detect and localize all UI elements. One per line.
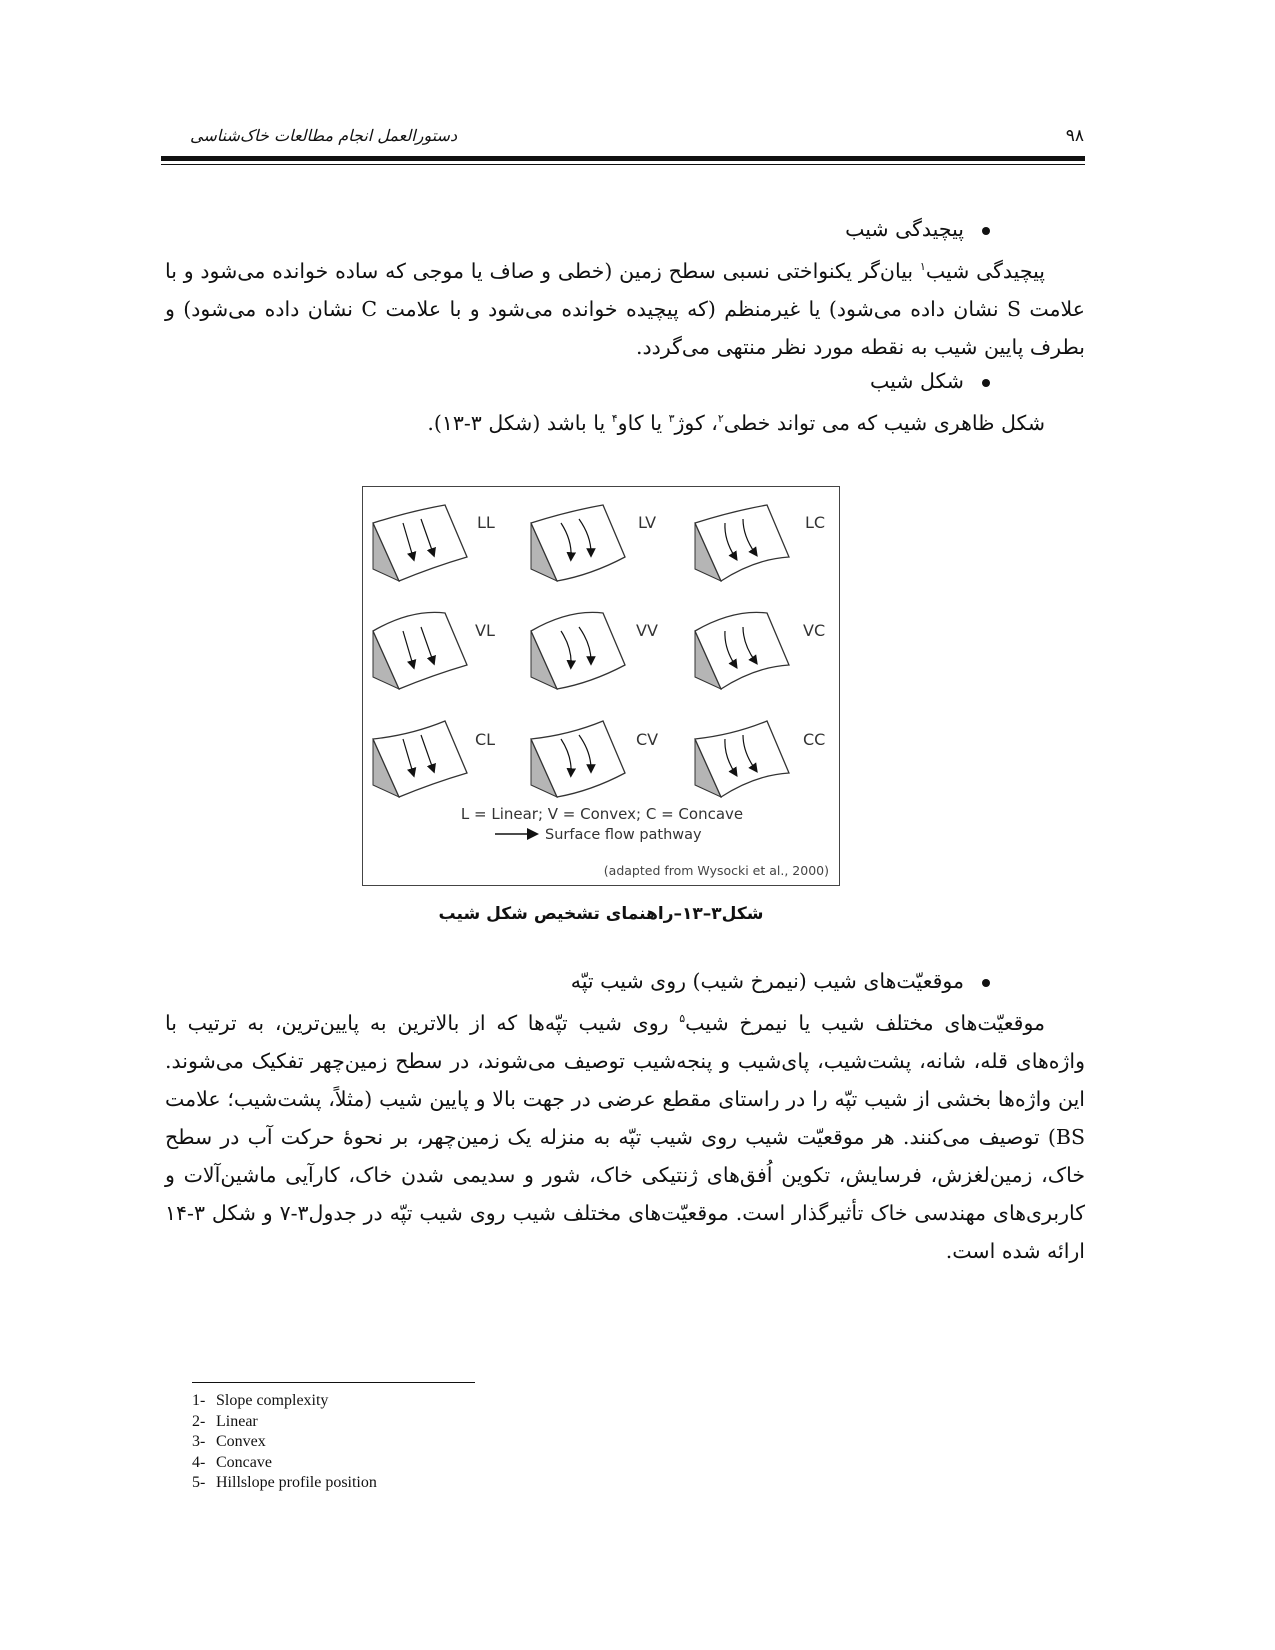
cell-label-vc: VC <box>803 621 826 640</box>
paragraph-slope-shape <box>165 400 1085 442</box>
footnote-text: Linear <box>216 1412 258 1430</box>
paragraph-text: بیان‌گر یکنواختی نسبی سطح زمین (خطی و صاف یا موجی که ساده خوانده می‌شود و با علامت S نشان داده می‌شود) یا غیرمنظم (که پیچیده خوانده می‌شود و با علامت C نشان داده می‌شود) و بطرف پایین شیب به نقطه مورد نظر منتهی می‌گردد. <box>165 258 1085 359</box>
footnote-text: Convex <box>216 1433 266 1450</box>
page-number: ۹۸ <box>1065 126 1084 146</box>
slope-block-cl-icon <box>373 721 467 797</box>
footnote-text: Hillslope profile position <box>216 1474 377 1491</box>
slope-block-cc-icon <box>695 721 789 797</box>
paragraph-text: روی شیب تپّه‌ها که از بالاترین به پایین‌ترین، به ترتیب با واژه‌های قله، شانه، پشت‌شیب، پای‌شیب و پنجه‌شیب توصیف می‌شوند، در سطح زمین‌چهر تفکیک می‌شوند. این واژه‌ها بخشی از شیب تپّه را در راستای مقطع عرضی در جهت بالا و پایین شیب (مثلاً، پشت‌شیب؛ علامت BS) توصیف می‌کنند. هر موقعیّت شیب روی شیب تپّه به منزله یک زمین‌چهر، بر نحوهٔ حرکت آب در سطح خاک، زمین‌لغزش، فرسایش، تکوین اُفق‌های ژنتیکی خاک، شور و سدیمی شدن خاک، کارآیی ماشین‌آلات و کاربری‌های مهندسی خاک تأثیرگذار است. موقعیّت‌های مختلف شیب روی شیب تپّه در جدول۳-۷ و شکل ۳-۱۴ ارائه شده است. <box>165 1010 1085 1263</box>
heading-slope-position: موقعیّت‌های شیب (نیمرخ شیب) روی شیب تپّه <box>570 969 964 993</box>
figure-caption: شکل۳–۱۳–راهنمای تشخیص شکل شیب <box>438 904 764 924</box>
footnote-item <box>192 1453 692 1474</box>
header-rule <box>161 156 1085 161</box>
bullet-dot-icon <box>982 979 990 987</box>
paragraph-text: ، کوژ <box>674 410 718 435</box>
footnotes <box>192 1391 692 1494</box>
paragraph-text: شکل ظاهری شیب که می تواند خطی <box>723 410 1045 435</box>
cell-label-cc: CC <box>803 730 826 749</box>
header-rule-thin <box>161 164 1085 165</box>
footnote-mark: ۳ <box>668 412 675 425</box>
footnote-mark: ۲ <box>717 412 724 425</box>
bullet-slope-shape <box>490 362 990 400</box>
footnote-number: 1- <box>192 1392 206 1409</box>
footnote-number: 3- <box>192 1433 206 1450</box>
figure-credit: (adapted from Wysocki et al., 2000) <box>603 863 829 878</box>
footnote-item <box>192 1432 692 1453</box>
footnote-item <box>192 1391 692 1412</box>
footnote-text: Concave <box>216 1453 272 1471</box>
footnote-mark: ۴ <box>611 412 618 425</box>
bullet-dot-icon <box>982 379 990 387</box>
slope-block-vv-icon <box>531 612 625 689</box>
footnote-item <box>192 1412 692 1433</box>
footnote-number: 5- <box>192 1474 206 1491</box>
slope-shape-figure <box>362 486 840 886</box>
slope-block-ll-icon <box>373 505 467 581</box>
cell-label-ll: LL <box>477 513 495 532</box>
heading-slope-shape: شکل شیب <box>869 369 964 393</box>
footnote-number: 2- <box>192 1412 206 1430</box>
legend-key: L = Linear; V = Convex; C = Concave <box>460 805 744 823</box>
cell-label-cv: CV <box>636 730 659 749</box>
cell-label-vv: VV <box>636 621 658 640</box>
slope-block-vl-icon <box>373 612 467 689</box>
footnote-mark: ۵ <box>679 1012 686 1025</box>
footnote-item <box>192 1473 692 1494</box>
paragraph-text: یا باشد (شکل ۳-۱۳). <box>427 410 612 435</box>
paragraph-text: پیچیدگی شیب <box>925 258 1045 283</box>
cell-label-vl: VL <box>475 621 495 640</box>
slope-block-cv-icon <box>531 721 625 797</box>
footnote-text: Slope complexity <box>216 1392 329 1409</box>
footnote-number: 4- <box>192 1453 206 1471</box>
footnote-rule <box>192 1382 475 1383</box>
paragraph-slope-complexity <box>165 248 1085 366</box>
bullet-dot-icon <box>982 227 990 235</box>
cell-label-lc: LC <box>805 513 826 532</box>
running-header-title: دستورالعمل انجام مطالعات خاک‌شناسی <box>190 126 458 145</box>
legend-flow-label: Surface flow pathway <box>545 827 702 843</box>
bullet-slope-complexity <box>490 210 990 248</box>
bullet-slope-position <box>490 962 990 1000</box>
cell-label-lv: LV <box>638 513 657 532</box>
slope-block-vc-icon <box>695 612 789 689</box>
cell-label-cl: CL <box>475 730 496 749</box>
slope-block-lv-icon <box>531 505 625 581</box>
heading-slope-complexity: پیچیدگی شیب <box>845 217 964 241</box>
paragraph-text: موقعیّت‌های مختلف شیب یا نیمرخ شیب <box>685 1010 1046 1035</box>
paragraph-slope-position <box>165 1000 1085 1270</box>
paragraph-text: یا کاو <box>617 410 669 435</box>
slope-block-lc-icon <box>695 505 789 581</box>
footnote-mark: ۱ <box>919 260 926 273</box>
